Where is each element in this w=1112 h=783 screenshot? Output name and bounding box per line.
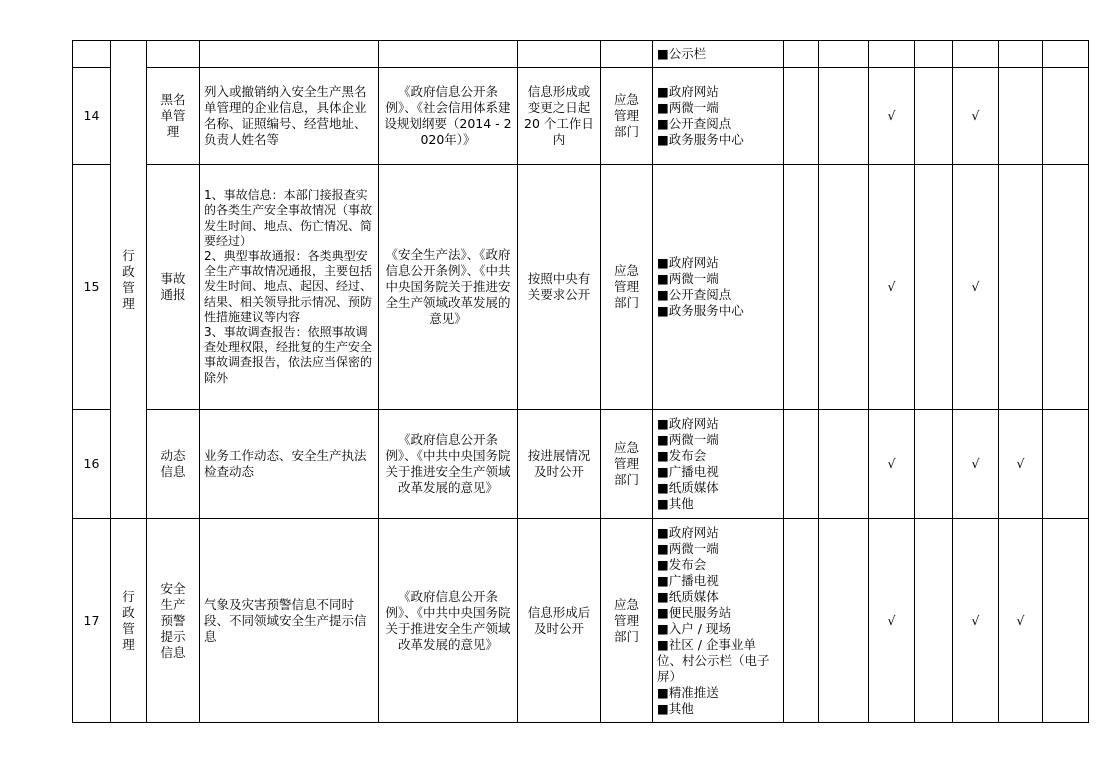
item-name: 黑名 单管 理 <box>147 68 200 165</box>
disclosure-channels <box>653 68 784 165</box>
disclosure-time <box>518 41 601 68</box>
mark-cell <box>953 41 999 68</box>
channel-item: ■广播电视 <box>657 464 719 479</box>
disclosure-channels <box>653 165 784 410</box>
category-cell <box>111 41 147 519</box>
mark-cell <box>784 41 819 68</box>
channel-item: ■两微一端 <box>657 271 719 286</box>
mark-cell <box>819 41 869 68</box>
table-row <box>73 68 1089 165</box>
legal-basis: 《政府信息公开条例》、《社会信用体系建设规划纲要（2014 - 2020年）》 <box>379 68 518 165</box>
channel-item: ■社区 / 企事业单位、村公示栏（电子屏） <box>657 636 770 684</box>
channel-item: ■广播电视 <box>657 572 719 588</box>
disclosure-channels <box>653 410 784 519</box>
category-char: 管 <box>122 279 135 295</box>
responsible-dept: 应急 管理 部门 <box>601 519 653 723</box>
mark-cell: √ <box>869 165 915 410</box>
category-char: 理 <box>122 295 135 311</box>
mark-cell <box>1043 68 1089 165</box>
row-number <box>73 41 111 68</box>
responsible-dept: 应急 管理 部门 <box>601 165 653 410</box>
mark-cell <box>869 41 915 68</box>
disclosure-channels <box>653 519 784 723</box>
mark-cell: √ <box>869 410 915 519</box>
category-char: 政 <box>122 263 135 279</box>
mark-cell: √ <box>953 68 999 165</box>
channel-item: ■政府网站 <box>657 255 719 270</box>
channel-item: ■政务服务中心 <box>657 132 744 147</box>
item-content: 业务工作动态、安全生产执法检查动态 <box>200 410 379 519</box>
table-row <box>73 165 1089 410</box>
mark-cell <box>1043 165 1089 410</box>
channel-item: ■便民服务站 <box>657 604 732 620</box>
channel-item: ■纸质媒体 <box>657 588 719 604</box>
mark-cell: √ <box>999 519 1043 723</box>
channel-item: ■其他 <box>657 496 694 511</box>
channel-item: ■政务服务中心 <box>657 303 744 318</box>
item-content: 1、事故信息：本部门接报查实的各类生产安全事故情况（事故发生时间、地点、伤亡情况、简要经过） 2、典型事故通报：各类典型安全生产事故情况通报，主要包括发生时间、地点、起因、经过、结果、相关领导批示情况、预防性措施建议等内容 3、事故调查报告：依照事故调查处理权限，经批复的生产安全事故调查报告，依法应当保密的除外 <box>200 165 379 410</box>
mark-cell <box>819 165 869 410</box>
mark-cell: √ <box>953 410 999 519</box>
mark-cell <box>784 68 819 165</box>
disclosure-table <box>72 40 1089 723</box>
item-content <box>200 41 379 68</box>
mark-cell <box>1043 41 1089 68</box>
table-row <box>73 519 1089 723</box>
legal-basis: 《政府信息公开条例》、《中共中央国务院关于推进安全生产领域改革发展的意见》 <box>379 410 518 519</box>
row-number: 14 <box>73 68 111 165</box>
item-content: 气象及灾害预警信息不同时段、不同领域安全生产提示信息 <box>200 519 379 723</box>
category-cell <box>111 519 147 723</box>
mark-cell <box>915 68 953 165</box>
disclosure-time: 信息形成或变更之日起 20 个工作日内 <box>518 68 601 165</box>
mark-cell <box>1043 410 1089 519</box>
mark-cell <box>784 410 819 519</box>
responsible-dept: 应急 管理 部门 <box>601 410 653 519</box>
mark-cell: √ <box>869 519 915 723</box>
channel-item: ■两微一端 <box>657 432 719 447</box>
row-number: 16 <box>73 410 111 519</box>
mark-cell: √ <box>953 165 999 410</box>
channel-item: ■政府网站 <box>657 524 719 540</box>
mark-cell <box>1043 519 1089 723</box>
item-name: 事故 通报 <box>147 165 200 410</box>
channel-item: ■政府网站 <box>657 84 719 99</box>
mark-cell <box>999 68 1043 165</box>
mark-cell <box>819 410 869 519</box>
legal-basis: 《安全生产法》、《政府信息公开条例》、《中共中央国务院关于推进安全生产领域改革发展的意见》 <box>379 165 518 410</box>
mark-cell <box>915 410 953 519</box>
category-char: 理 <box>122 636 135 652</box>
channel-item: ■公示栏 <box>657 46 707 61</box>
table-row <box>73 410 1089 519</box>
channel-item: ■政府网站 <box>657 416 719 431</box>
disclosure-time: 按进展情况及时公开 <box>518 410 601 519</box>
disclosure-time: 按照中央有关要求公开 <box>518 165 601 410</box>
table-row <box>73 41 1089 68</box>
mark-cell: √ <box>953 519 999 723</box>
legal-basis: 《政府信息公开条例》、《中共中央国务院关于推进安全生产领域改革发展的意见》 <box>379 519 518 723</box>
channel-item: ■两微一端 <box>657 540 719 556</box>
mark-cell <box>915 519 953 723</box>
mark-cell <box>999 41 1043 68</box>
item-name <box>147 41 200 68</box>
legal-basis <box>379 41 518 68</box>
responsible-dept <box>601 41 653 68</box>
mark-cell: √ <box>869 68 915 165</box>
disclosure-channels <box>653 41 784 68</box>
mark-cell <box>915 165 953 410</box>
mark-cell <box>999 165 1043 410</box>
row-number: 17 <box>73 519 111 723</box>
channel-item: ■发布会 <box>657 448 707 463</box>
channel-item: ■其他 <box>657 700 694 716</box>
item-name: 安全 生产 预警 提示 信息 <box>147 519 200 723</box>
row-number: 15 <box>73 165 111 410</box>
category-char: 行 <box>122 588 135 604</box>
mark-cell <box>819 519 869 723</box>
mark-cell <box>819 68 869 165</box>
item-content: 列入或撤销纳入安全生产黑名单管理的企业信息，具体企业名称、证照编号、经营地址、负责人姓名等 <box>200 68 379 165</box>
mark-cell <box>784 165 819 410</box>
channel-item: ■入户 / 现场 <box>657 620 731 636</box>
mark-cell: √ <box>999 410 1043 519</box>
channel-item: ■精准推送 <box>657 684 719 700</box>
disclosure-time: 信息形成后及时公开 <box>518 519 601 723</box>
channel-item: ■公开查阅点 <box>657 287 732 302</box>
channel-item: ■发布会 <box>657 556 707 572</box>
channel-item: ■纸质媒体 <box>657 480 719 495</box>
category-char: 行 <box>122 247 135 263</box>
category-char: 政 <box>122 604 135 620</box>
category-char: 管 <box>122 620 135 636</box>
channel-item: ■公开查阅点 <box>657 116 732 131</box>
channel-item: ■两微一端 <box>657 100 719 115</box>
item-name: 动态 信息 <box>147 410 200 519</box>
mark-cell <box>915 41 953 68</box>
mark-cell <box>784 519 819 723</box>
responsible-dept: 应急 管理 部门 <box>601 68 653 165</box>
